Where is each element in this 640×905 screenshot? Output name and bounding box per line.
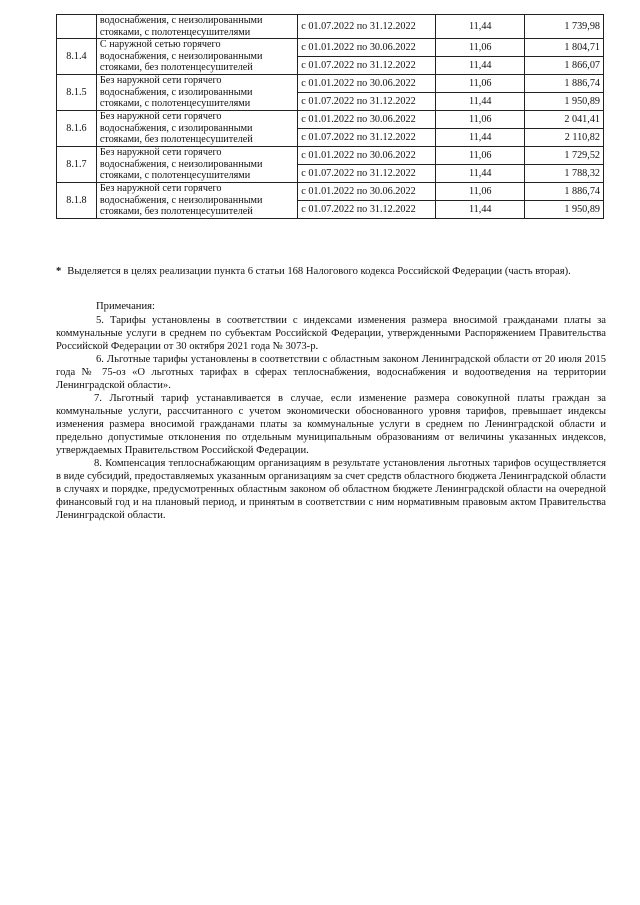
table-row	[57, 147, 604, 165]
row-description	[96, 183, 297, 219]
description-line: водоснабжения, с неизолированными	[99, 194, 263, 206]
tariff-cell: 2 041,41	[525, 111, 604, 129]
note-item: 7. Льготный тариф устанавливается в случае, если изменение размера совокупной платы граждан за коммунальные услуги, рассчитанного с учетом экономически обоснованного уровня тарифов, превышает индексы изменения размера вносимой гражданами платы за коммунальные услуги в среднем по Ленинградской области и предельно допустимые отклонения по отдельным муниципальным образованиям от величины указанных индексов, утверждаемых Правительством Российской Федерации.	[56, 393, 606, 456]
tariff-cell: 11,06	[436, 111, 525, 129]
row-number	[57, 15, 97, 39]
description-line: Без наружной сети горячего	[99, 183, 222, 195]
period-cell: с 01.01.2022 по 30.06.2022	[298, 75, 436, 93]
note-item: 5. Тарифы установлены в соответствии с индексами изменения размера вносимой гражданами платы за коммунальные услуги в среднем по субъектам Российской Федерации, утвержденными Распоряжением Правительства Российской Федерации от 30 октября 2021 года № 3073-р.	[56, 315, 606, 352]
row-number: 8.1.8	[57, 183, 97, 219]
period-cell: с 01.07.2022 по 31.12.2022	[298, 57, 436, 75]
period-cell: с 01.07.2022 по 31.12.2022	[298, 93, 436, 111]
row-number: 8.1.5	[57, 75, 97, 111]
tariff-cell: 1 950,89	[525, 201, 604, 219]
note-item: 8. Компенсация теплоснабжающим организациям в результате установления льготных тарифов осуществляется в виде субсидий, предоставляемых указанным организациям за счет средств областного бюджета Ленинградской области в случаях и порядке, предусмотренных областным законом об областном бюджете Ленинградской области на очередной финансовый год и на плановый период, и принятым в соответствии с ним нормативным правовым актом Правительства Ленинградской области.	[56, 458, 606, 521]
description-line: водоснабжения, с неизолированными	[99, 158, 263, 170]
tariff-cell: 11,06	[436, 75, 525, 93]
table-row	[57, 183, 604, 201]
row-number: 8.1.7	[57, 147, 97, 183]
description-line: стояками, с полотенцесушителями	[99, 98, 251, 110]
tariff-cell: 11,44	[436, 129, 525, 147]
tariff-cell: 1 788,32	[525, 165, 604, 183]
table-row	[57, 15, 604, 39]
row-description	[96, 39, 297, 75]
period-cell: с 01.01.2022 по 30.06.2022	[298, 111, 436, 129]
description-line: стояками, с полотенцесушителями	[99, 26, 251, 38]
tariff-cell: 11,06	[436, 147, 525, 165]
description-line: водоснабжения, с неизолированными	[99, 50, 263, 62]
description-line: стояками, без полотенцесушителей	[99, 206, 253, 218]
tariff-cell: 11,44	[436, 15, 525, 39]
tariff-cell: 11,44	[436, 165, 525, 183]
tariff-cell: 1 866,07	[525, 57, 604, 75]
row-number: 8.1.6	[57, 111, 97, 147]
period-cell: с 01.01.2022 по 30.06.2022	[298, 147, 436, 165]
table-row	[57, 111, 604, 129]
tariff-cell: 1 950,89	[525, 93, 604, 111]
tariff-cell: 11,44	[436, 201, 525, 219]
row-number: 8.1.4	[57, 39, 97, 75]
tariff-table	[56, 14, 604, 219]
description-line: стояками, с полотенцесушителями	[99, 170, 251, 182]
tariff-cell: 11,06	[436, 183, 525, 201]
description-line: стояками, без полотенцесушителей	[99, 62, 253, 74]
description-line: Без наружной сети горячего	[99, 147, 222, 159]
tariff-cell: 11,44	[436, 57, 525, 75]
description-line: водоснабжения, с изолированными	[99, 86, 253, 98]
tariff-cell: 1 729,52	[525, 147, 604, 165]
table-row	[57, 75, 604, 93]
tariff-table-body	[57, 15, 604, 219]
period-cell: с 01.07.2022 по 31.12.2022	[298, 201, 436, 219]
footnote	[56, 265, 606, 278]
description-line: Без наружной сети горячего	[99, 75, 222, 87]
note-item: 6. Льготные тарифы установлены в соответствии с областным законом Ленинградской области от 20 июля 2015 года № 75-оз «О льготных тарифах в сферах теплоснабжения, водоснабжения и водоотведения на территории Ленинградской области».	[56, 354, 606, 391]
notes-title: Примечания:	[96, 301, 155, 312]
description-line: стояками, без полотенцесушителей	[99, 134, 253, 146]
row-description	[96, 75, 297, 111]
tariff-cell: 1 886,74	[525, 183, 604, 201]
description-line: водоснабжения, с изолированными	[99, 122, 253, 134]
description-line: С наружной сетью горячего	[99, 39, 221, 51]
description-line: Без наружной сети горячего	[99, 111, 222, 123]
row-description	[96, 147, 297, 183]
period-cell: с 01.07.2022 по 31.12.2022	[298, 165, 436, 183]
tariff-cell: 2 110,82	[525, 129, 604, 147]
period-cell: с 01.07.2022 по 31.12.2022	[298, 15, 436, 39]
tariff-cell: 11,06	[436, 39, 525, 57]
tariff-cell: 1 886,74	[525, 75, 604, 93]
row-description	[96, 111, 297, 147]
table-row	[57, 39, 604, 57]
tariff-cell: 1 804,71	[525, 39, 604, 57]
description-line: водоснабжения, с неизолированными	[99, 15, 263, 26]
row-description	[96, 15, 297, 39]
notes-section	[56, 300, 606, 522]
tariff-cell: 1 739,98	[525, 15, 604, 39]
footnote-text: Выделяется в целях реализации пункта 6 статьи 168 Налогового кодекса Российской Федерации (часть вторая).	[67, 266, 571, 277]
tariff-cell: 11,44	[436, 93, 525, 111]
period-cell: с 01.01.2022 по 30.06.2022	[298, 183, 436, 201]
period-cell: с 01.01.2022 по 30.06.2022	[298, 39, 436, 57]
period-cell: с 01.07.2022 по 31.12.2022	[298, 129, 436, 147]
footnote-star: *	[56, 266, 62, 277]
